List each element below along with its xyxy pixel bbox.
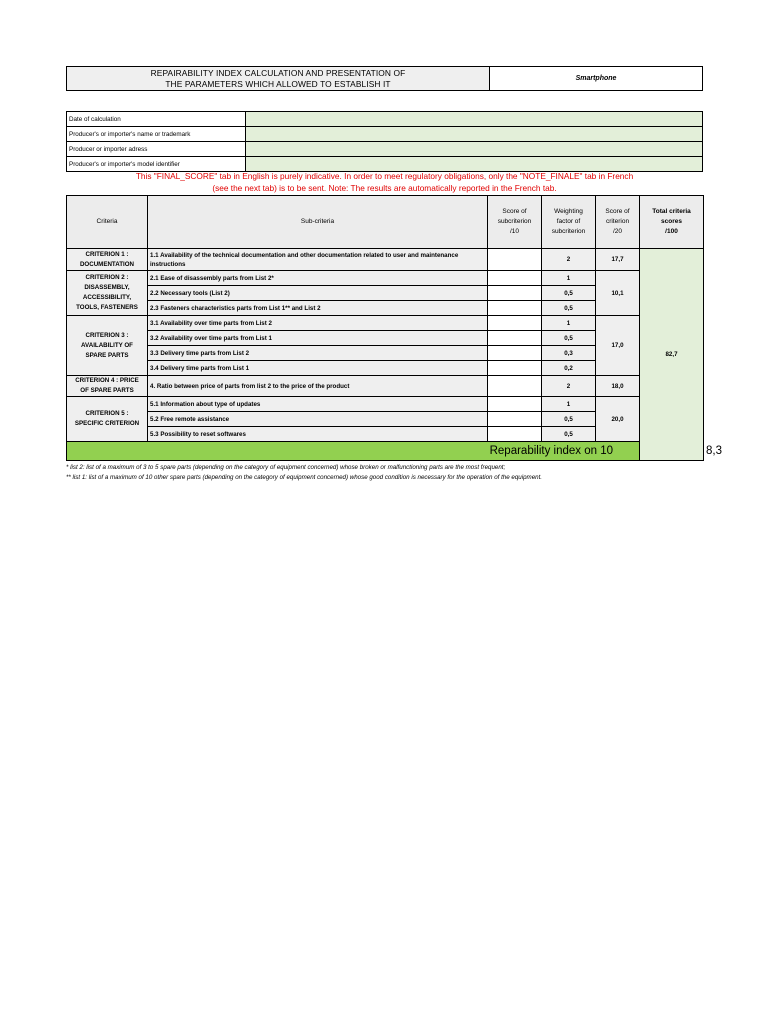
info-value-address[interactable] — [246, 142, 703, 157]
score-input-2-2[interactable] — [488, 286, 542, 301]
score-input-5-3[interactable] — [488, 427, 542, 442]
col-criteria: Criteria — [67, 196, 148, 249]
col-total-l3: /100 — [665, 228, 678, 235]
criterion-1-score: 17,7 — [596, 249, 640, 271]
subcriterion-2-2: 2.2 Necessary tools (List 2) — [148, 286, 488, 301]
table-row — [67, 271, 704, 286]
final-row: Reparability index on 10 8,3 — [67, 442, 704, 461]
subcriterion-5-2: 5.2 Free remote assistance — [148, 412, 488, 427]
subcriterion-4: 4. Ratio between price of parts from list 2 to the price of the product — [148, 376, 488, 397]
warning-line2: (see the next tab) is to be sent. Note: The results are automatically reported in the French tab. — [212, 182, 557, 193]
col-weighting-l2: factor of — [556, 218, 581, 225]
score-input-5-1[interactable] — [488, 397, 542, 412]
report-title-line1: REPAIRABILITY INDEX CALCULATION AND PRESENTATION OF — [150, 68, 406, 78]
criterion-4-line1: CRITERION 4 : PRICE — [75, 377, 139, 384]
col-score-crit — [596, 196, 640, 249]
subcriterion-2-1: 2.1 Ease of disassembly parts from List 2* — [148, 271, 488, 286]
subcriterion-3-3: 3.3 Delivery time parts from List 2 — [148, 346, 488, 361]
table-row — [67, 249, 704, 271]
weight-3-1: 1 — [542, 316, 596, 331]
col-score-crit-l1: Score of — [605, 208, 630, 215]
criterion-5-line1: CRITERION 5 : — [85, 410, 129, 417]
score-input-3-1[interactable] — [488, 316, 542, 331]
subcriterion-3-2: 3.2 Availability over time parts from List 1 — [148, 331, 488, 346]
weight-2-1: 1 — [542, 271, 596, 286]
score-input-3-3[interactable] — [488, 346, 542, 361]
info-value-date[interactable] — [246, 112, 703, 127]
footnotes — [66, 463, 706, 483]
info-label-model: Producer's or importer's model identifier — [67, 157, 246, 172]
subcriterion-3-1: 3.1 Availability over time parts from List 2 — [148, 316, 488, 331]
criterion-2-line3: ACCESSIBILITY, — [82, 294, 132, 301]
subcriterion-5-3: 5.3 Possibility to reset softwares — [148, 427, 488, 442]
weight-5-2: 0,5 — [542, 412, 596, 427]
subcriterion-2-3: 2.3 Fasteners characteristics parts from List 1** and List 2 — [148, 301, 488, 316]
score-input-2-1[interactable] — [488, 271, 542, 286]
criterion-1-line2: DOCUMENTATION — [79, 260, 135, 268]
info-value-model[interactable] — [246, 157, 703, 172]
weight-3-2: 0,5 — [542, 331, 596, 346]
col-total-l2: scores — [661, 218, 682, 225]
score-input-1-1[interactable] — [488, 249, 542, 271]
subcriterion-1-1: 1.1 Availability of the technical documentation and other documentation related to user and maintenance instructions — [148, 249, 488, 271]
table-row — [67, 316, 704, 331]
total-criteria-score: 82,7 — [640, 249, 704, 461]
col-weighting-l3: subcriterion — [551, 228, 586, 235]
col-subcriteria: Sub-criteria — [148, 196, 488, 249]
report-title-line2: THE PARAMETERS WHICH ALLOWED TO ESTABLISH IT — [165, 79, 391, 89]
table-row — [67, 397, 704, 412]
col-score-sub-l3: /10 — [509, 228, 520, 235]
weight-3-3: 0,3 — [542, 346, 596, 361]
col-total — [640, 196, 704, 249]
criterion-4-line2: OF SPARE PARTS — [80, 387, 134, 394]
info-label-date: Date of calculation — [67, 112, 246, 127]
criterion-2-label — [67, 271, 148, 316]
warning-line1: This "FINAL_SCORE" tab in English is purely indicative. In order to meet regulatory obligations, only the "NOTE_FINALE" tab in French — [135, 171, 634, 181]
info-label-address: Producer or importer adress — [67, 142, 246, 157]
criterion-5-line2: SPECIFIC CRITERION — [74, 420, 140, 427]
col-score-crit-l3: /20 — [612, 228, 623, 235]
criterion-2-line1: CRITERION 2 : — [85, 274, 129, 281]
score-input-2-3[interactable] — [488, 301, 542, 316]
criterion-5-score: 20,0 — [596, 397, 640, 442]
col-weighting-l1: Weighting — [554, 208, 583, 215]
subcriterion-5-1: 5.1 Information about type of updates — [148, 397, 488, 412]
weight-1-1: 2 — [542, 249, 596, 271]
table-row — [67, 376, 704, 397]
producer-info-table — [66, 111, 703, 172]
criterion-2-score: 10,1 — [596, 271, 640, 316]
col-score-sub — [488, 196, 542, 249]
criterion-1-label — [67, 249, 148, 271]
weight-2-2: 0,5 — [542, 286, 596, 301]
report-header — [66, 66, 703, 91]
product-category: Smartphone — [575, 75, 617, 82]
criterion-1-line1: CRITERION 1 : — [85, 250, 129, 258]
col-score-sub-l2: subcriterion — [497, 218, 532, 225]
weight-2-3: 0,5 — [542, 301, 596, 316]
footnote-list-2: * list 2: list of a maximum of 3 to 5 spare parts (depending on the category of equipment concerned) whose broken or malfunctioning parts are the most frequent; — [66, 464, 506, 471]
info-label-name: Producer's or importer's name or trademark — [67, 127, 246, 142]
criterion-3-label — [67, 316, 148, 376]
criterion-3-line2: AVAILABILITY OF — [81, 341, 133, 349]
footnote-list-1: ** list 1: list of a maximum of 10 other spare parts (depending on the category of equipment concerned) whose good condition is necessary for the operation of the equipment. — [66, 474, 543, 481]
info-value-name[interactable] — [246, 127, 703, 142]
subcriterion-3-4: 3.4 Delivery time parts from List 1 — [148, 361, 488, 376]
criterion-2-line4: TOOLS, FASTENERS — [76, 304, 138, 311]
weight-3-4: 0,2 — [542, 361, 596, 376]
criterion-3-score: 17,0 — [596, 316, 640, 376]
weight-5-1: 1 — [542, 397, 596, 412]
col-total-l1: Total criteria — [652, 208, 691, 215]
col-weighting — [542, 196, 596, 249]
criterion-3-line3: SPARE PARTS — [85, 351, 129, 359]
score-input-5-2[interactable] — [488, 412, 542, 427]
score-input-4[interactable] — [488, 376, 542, 397]
score-input-3-4[interactable] — [488, 361, 542, 376]
warning-note — [66, 171, 703, 194]
col-score-sub-l1: Score of — [502, 208, 527, 215]
col-score-crit-l2: criterion — [605, 218, 630, 225]
score-input-3-2[interactable] — [488, 331, 542, 346]
weight-4: 2 — [542, 376, 596, 397]
weight-5-3: 0,5 — [542, 427, 596, 442]
criteria-table — [66, 195, 722, 461]
reparability-index-label: Reparability index on 10 — [67, 442, 640, 461]
table-header-row — [67, 196, 704, 249]
criterion-4-score: 18,0 — [596, 376, 640, 397]
criterion-5-label — [67, 397, 148, 442]
criterion-4-label — [67, 376, 148, 397]
report-title — [67, 67, 490, 90]
criterion-2-line2: DISASSEMBLY, — [84, 284, 130, 291]
criterion-3-line1: CRITERION 3 : — [85, 331, 129, 339]
